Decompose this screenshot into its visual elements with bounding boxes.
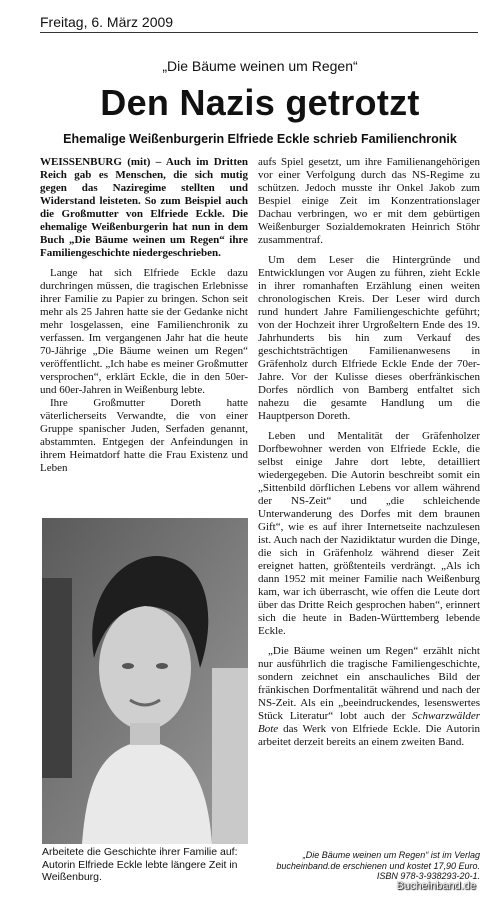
author-photo: [42, 518, 248, 844]
article-column-1: [40, 156, 248, 475]
body-paragraph: Ihre Großmutter Doreth hatte väterlicherseits Verwandte, die von einer Gruppe spanischer Juden, Serfaden genannt, abstammten. Entgegen der Anfeindungen in ihrem Heimatdorf hatte die Frau Existenz und Leben: [40, 397, 248, 474]
body-paragraph: Um dem Leser die Hintergründe und Entwicklungen vor Augen zu führen, zieht Eckle in ihrer romanhaften Erzählung einen weiten chronologischen Kreis. Der Leser wird durch rund hundert Jahre Familiengeschichte geführt; von der Hochzeit ihrer Urgroßeltern Ende des 19. Jahrhunderts bis hin zum Verkauf des geschichtsträchtigen Familienanwesens in Gräfenholz durch Elfriede Eckle Ende der 70er-Jahre. Vor der Kulisse dieses oberfränkischen Dorfes nördlich von Bamberg entfaltet sich nahezu die gesamte Handlung um die Hauptperson Doreth.: [258, 254, 480, 422]
body-paragraph: Leben und Mentalität der Gräfenholzer Dorfbewohner werden von Elfriede Eckle, die selbst einige Jahre dort lebte, detailliert wiedergegeben. Die Autorin beschreibt somit ein „Sittenbild dörflichen Lebens vor allem während der NS-Zeit“ und „die schleichende Unterwanderung des Dorfes mit dem braunen Gift“, wie es auf ihrer Internetseite nachzulesen ist. Auch nach der Nazidiktatur wurden die Dinge, die sich in Gräfenholz während dieser Zeit ereignet hatten, größtenteils verdrängt. „Als ich dann 1952 mit meiner Familie nach Weißenburg kam, war ich überrascht, wie offen die Leute dort über das Dritte Reich gesprochen haben“, erinnert sich die heute in Baden-Württemberg lebende Eckle.: [258, 430, 480, 637]
newspaper-name: Schwarzwälder Bote: [258, 710, 480, 735]
paragraph-text: „Die Bäume weinen um Regen“ erzählt nicht nur ausführlich die tragische Familiengeschichte, sondern zeichnet ein anschauliches Bild der fränkischen Dorfmentalität während und nach der NS-Zeit. Als ein „beeindruckendes, lesenswertes Stück Literatur“ lobt auch der: [258, 645, 480, 722]
watermark: Bucheinband.de: [396, 880, 476, 892]
kicker: „Die Bäume weinen um Regen“: [162, 58, 358, 74]
subheadline: Ehemalige Weißenburgerin Elfriede Eckle schrieb Familienchronik: [63, 132, 457, 146]
body-paragraph: Lange hat sich Elfriede Eckle dazu durchringen müssen, die tragischen Erlebnisse ihrer Familie zu Papier zu bringen. Schon seit mehr als 25 Jahren hatte sie der Gedanke nicht mehr losgelassen, eine Familienchronik zu verfassen. Im vergangenen Jahr hat die heute 70-Jährige „Die Bäume weinen um Regen“ veröffentlicht. „Ich habe es meiner Großmutter versprochen“, erklärt Eckle, die in den 50er- und 60er-Jahren in Weißenburg lebte.: [40, 267, 248, 396]
book-info-note: „Die Bäume weinen um Regen“ ist im Verlag bucheinband.de erschienen und kostet 17,90 Euro. ISBN 978-3-938293-20-1.: [276, 850, 480, 881]
paragraph-text: das Werk von Elfriede Eckle. Die Autorin arbeitet derzeit bereits an einem zweiten Band.: [258, 723, 480, 748]
body-paragraph: [258, 645, 480, 749]
portrait-illustration: [42, 518, 248, 844]
photo-caption: Arbeitete die Geschichte ihrer Familie auf: Autorin Elfriede Eckle lebte längere Zeit in Weißenburg.: [42, 846, 238, 883]
lead-paragraph: WEISSENBURG (mit) – Auch im Dritten Reich gab es Menschen, die sich mutig gegen das Naziregime stellten und Widerstand leisteten. So zum Beispiel auch die Großmutter von Elfriede Eckle. Die ehemalige Weißenburgerin hat nun in dem Buch „Die Bäume weinen um Regen“ ihre Familiengeschichte niedergeschrieben.: [40, 156, 248, 259]
body-paragraph: aufs Spiel gesetzt, um ihre Familienangehörigen vor einer Verfolgung durch das NS-Regime zu schützen. Jedoch musste ihr Onkel Jakob zum Bespiel einige Zeit im Konzentrationslager Dachau verbringen, wo er mit dem gebürtigen Weißenburger Sozialdemokraten Heinrich Stöhr zusammentraf.: [258, 156, 480, 246]
headline: Den Nazis getrotzt: [100, 82, 420, 123]
article-column-2: [258, 156, 480, 749]
dateline: Freitag, 6. März 2009: [40, 14, 478, 33]
